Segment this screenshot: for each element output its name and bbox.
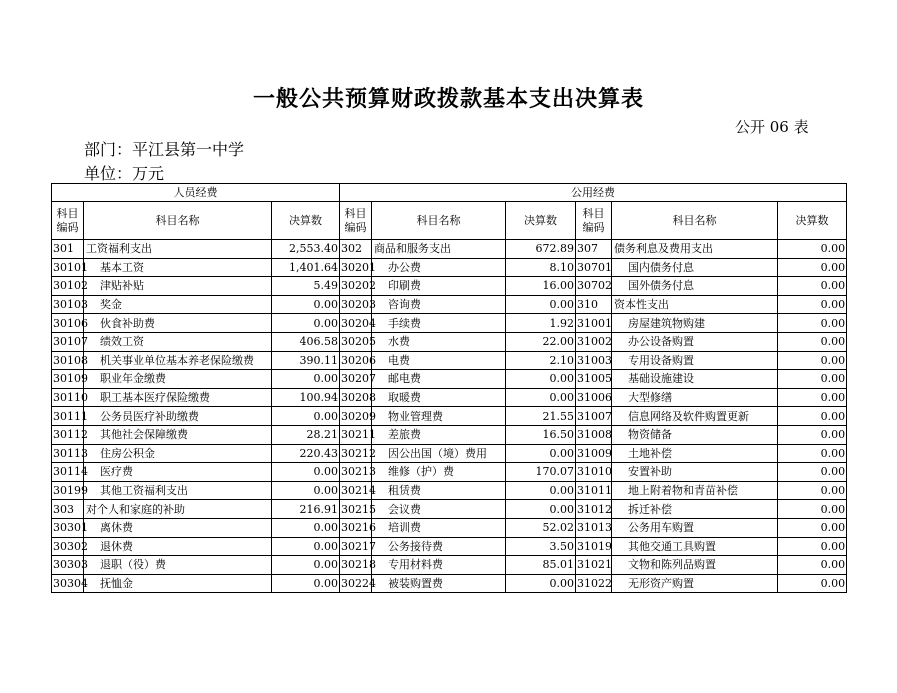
amount-cell: 0.00 xyxy=(272,314,340,333)
amount-cell: 0.00 xyxy=(778,518,847,537)
amount-cell: 1,401.64 xyxy=(272,258,340,277)
table-row xyxy=(52,314,847,333)
code-cell: 31019 xyxy=(576,537,612,556)
amount-cell: 100.94 xyxy=(272,388,340,407)
amount-cell: 0.00 xyxy=(272,295,340,314)
name-cell: 绩效工资 xyxy=(84,332,272,351)
amount-cell: 21.55 xyxy=(506,407,576,426)
code-cell: 30113 xyxy=(52,444,84,463)
name-cell: 安置补助 xyxy=(612,463,778,482)
code-cell: 30701 xyxy=(576,258,612,277)
code-cell: 30213 xyxy=(340,463,372,482)
name-cell: 电费 xyxy=(372,351,506,370)
amount-cell: 0.00 xyxy=(272,481,340,500)
code-cell: 31002 xyxy=(576,332,612,351)
amount-cell: 28.21 xyxy=(272,425,340,444)
name-cell: 邮电费 xyxy=(372,370,506,389)
name-cell: 拆迁补偿 xyxy=(612,500,778,519)
header-amount-1: 决算数 xyxy=(272,202,340,240)
code-cell: 301 xyxy=(52,240,84,259)
code-cell: 30101 xyxy=(52,258,84,277)
code-cell: 31007 xyxy=(576,407,612,426)
code-cell: 30199 xyxy=(52,481,84,500)
name-cell: 奖金 xyxy=(84,295,272,314)
amount-cell: 0.00 xyxy=(778,574,847,593)
amount-cell: 390.11 xyxy=(272,351,340,370)
table-row xyxy=(52,537,847,556)
name-cell: 国内债务付息 xyxy=(612,258,778,277)
name-cell: 机关事业单位基本养老保险缴费 xyxy=(84,351,272,370)
code-cell: 302 xyxy=(340,240,372,259)
table-row xyxy=(52,444,847,463)
code-cell: 31011 xyxy=(576,481,612,500)
column-header-row xyxy=(52,202,847,240)
table-row xyxy=(52,240,847,259)
code-cell: 31001 xyxy=(576,314,612,333)
name-cell: 物资储备 xyxy=(612,425,778,444)
code-cell: 307 xyxy=(576,240,612,259)
name-cell: 土地补偿 xyxy=(612,444,778,463)
amount-cell: 8.10 xyxy=(506,258,576,277)
amount-cell: 0.00 xyxy=(506,481,576,500)
code-cell: 31005 xyxy=(576,370,612,389)
name-cell: 公务用车购置 xyxy=(612,518,778,537)
amount-cell: 0.00 xyxy=(778,556,847,575)
table-row xyxy=(52,388,847,407)
code-cell: 30218 xyxy=(340,556,372,575)
name-cell: 其他社会保障缴费 xyxy=(84,425,272,444)
name-cell: 会议费 xyxy=(372,500,506,519)
amount-cell: 0.00 xyxy=(778,481,847,500)
amount-cell: 0.00 xyxy=(778,370,847,389)
name-cell: 取暖费 xyxy=(372,388,506,407)
amount-cell: 2.10 xyxy=(506,351,576,370)
amount-cell: 0.00 xyxy=(778,295,847,314)
code-cell: 30112 xyxy=(52,425,84,444)
name-cell: 办公设备购置 xyxy=(612,332,778,351)
name-cell: 国外债务付息 xyxy=(612,277,778,296)
amount-cell: 5.49 xyxy=(272,277,340,296)
amount-cell: 0.00 xyxy=(778,407,847,426)
table-row xyxy=(52,481,847,500)
amount-cell: 52.02 xyxy=(506,518,576,537)
amount-cell: 1.92 xyxy=(506,314,576,333)
header-code-2: 科目编码 xyxy=(340,202,372,240)
code-cell: 30202 xyxy=(340,277,372,296)
table-row xyxy=(52,258,847,277)
header-name-1: 科目名称 xyxy=(84,202,272,240)
amount-cell: 0.00 xyxy=(506,295,576,314)
amount-cell: 0.00 xyxy=(778,537,847,556)
header-name-2: 科目名称 xyxy=(372,202,506,240)
name-cell: 公务员医疗补助缴费 xyxy=(84,407,272,426)
code-cell: 30224 xyxy=(340,574,372,593)
amount-cell: 406.58 xyxy=(272,332,340,351)
amount-cell: 0.00 xyxy=(778,351,847,370)
code-cell: 30301 xyxy=(52,518,84,537)
department-label: 部门：平江县第一中学 xyxy=(84,140,245,159)
name-cell: 退休费 xyxy=(84,537,272,556)
code-cell: 30103 xyxy=(52,295,84,314)
name-cell: 职工基本医疗保险缴费 xyxy=(84,388,272,407)
table-row xyxy=(52,351,847,370)
amount-cell: 0.00 xyxy=(778,240,847,259)
name-cell: 咨询费 xyxy=(372,295,506,314)
name-cell: 离休费 xyxy=(84,518,272,537)
code-cell: 30215 xyxy=(340,500,372,519)
amount-cell: 0.00 xyxy=(506,574,576,593)
amount-cell: 0.00 xyxy=(272,518,340,537)
name-cell: 手续费 xyxy=(372,314,506,333)
name-cell: 印刷费 xyxy=(372,277,506,296)
name-cell: 津贴补贴 xyxy=(84,277,272,296)
amount-cell: 0.00 xyxy=(272,370,340,389)
amount-cell: 16.00 xyxy=(506,277,576,296)
amount-cell: 0.00 xyxy=(272,556,340,575)
name-cell: 资本性支出 xyxy=(612,295,778,314)
header-amount-3: 决算数 xyxy=(778,202,847,240)
code-cell: 30108 xyxy=(52,351,84,370)
amount-cell: 672.89 xyxy=(506,240,576,259)
code-cell: 30214 xyxy=(340,481,372,500)
name-cell: 其他交通工具购置 xyxy=(612,537,778,556)
name-cell: 物业管理费 xyxy=(372,407,506,426)
amount-cell: 0.00 xyxy=(506,500,576,519)
name-cell: 住房公积金 xyxy=(84,444,272,463)
amount-cell: 0.00 xyxy=(778,388,847,407)
table-row xyxy=(52,370,847,389)
code-cell: 30110 xyxy=(52,388,84,407)
table-row xyxy=(52,407,847,426)
table-row xyxy=(52,295,847,314)
name-cell: 维修（护）费 xyxy=(372,463,506,482)
amount-cell: 0.00 xyxy=(778,425,847,444)
code-cell: 30209 xyxy=(340,407,372,426)
amount-cell: 22.00 xyxy=(506,332,576,351)
name-cell: 债务利息及费用支出 xyxy=(612,240,778,259)
name-cell: 被装购置费 xyxy=(372,574,506,593)
section-header-row xyxy=(52,184,847,202)
name-cell: 抚恤金 xyxy=(84,574,272,593)
name-cell: 伙食补助费 xyxy=(84,314,272,333)
name-cell: 基本工资 xyxy=(84,258,272,277)
code-cell: 30109 xyxy=(52,370,84,389)
amount-cell: 0.00 xyxy=(778,258,847,277)
code-cell: 30212 xyxy=(340,444,372,463)
table-row xyxy=(52,556,847,575)
code-cell: 30217 xyxy=(340,537,372,556)
code-cell: 310 xyxy=(576,295,612,314)
unit-label: 单位：万元 xyxy=(84,164,165,183)
code-cell: 30211 xyxy=(340,425,372,444)
name-cell: 大型修缮 xyxy=(612,388,778,407)
header-code-1: 科目编码 xyxy=(52,202,84,240)
name-cell: 职业年金缴费 xyxy=(84,370,272,389)
amount-cell: 0.00 xyxy=(506,444,576,463)
amount-cell: 0.00 xyxy=(506,370,576,389)
name-cell: 租赁费 xyxy=(372,481,506,500)
amount-cell: 0.00 xyxy=(272,574,340,593)
name-cell: 培训费 xyxy=(372,518,506,537)
amount-cell: 0.00 xyxy=(778,444,847,463)
amount-cell: 85.01 xyxy=(506,556,576,575)
section-personnel: 人员经费 xyxy=(52,184,340,202)
header-amount-2: 决算数 xyxy=(506,202,576,240)
name-cell: 差旅费 xyxy=(372,425,506,444)
code-cell: 303 xyxy=(52,500,84,519)
code-cell: 30206 xyxy=(340,351,372,370)
table-row xyxy=(52,518,847,537)
code-cell: 30107 xyxy=(52,332,84,351)
code-cell: 30303 xyxy=(52,556,84,575)
amount-cell: 170.07 xyxy=(506,463,576,482)
code-cell: 30216 xyxy=(340,518,372,537)
code-cell: 31008 xyxy=(576,425,612,444)
code-cell: 30302 xyxy=(52,537,84,556)
code-cell: 30114 xyxy=(52,463,84,482)
table-row xyxy=(52,277,847,296)
code-cell: 31006 xyxy=(576,388,612,407)
code-cell: 30208 xyxy=(340,388,372,407)
code-cell: 31012 xyxy=(576,500,612,519)
table-row xyxy=(52,500,847,519)
code-cell: 31010 xyxy=(576,463,612,482)
name-cell: 其他工资福利支出 xyxy=(84,481,272,500)
code-cell: 31022 xyxy=(576,574,612,593)
amount-cell: 2,553.40 xyxy=(272,240,340,259)
code-cell: 31003 xyxy=(576,351,612,370)
amount-cell: 0.00 xyxy=(272,463,340,482)
name-cell: 文物和陈列品购置 xyxy=(612,556,778,575)
section-public: 公用经费 xyxy=(340,184,847,202)
header-name-3: 科目名称 xyxy=(612,202,778,240)
name-cell: 专用设备购置 xyxy=(612,351,778,370)
amount-cell: 16.50 xyxy=(506,425,576,444)
code-cell: 30304 xyxy=(52,574,84,593)
name-cell: 因公出国（境）费用 xyxy=(372,444,506,463)
code-cell: 30702 xyxy=(576,277,612,296)
name-cell: 水费 xyxy=(372,332,506,351)
name-cell: 工资福利支出 xyxy=(84,240,272,259)
name-cell: 办公费 xyxy=(372,258,506,277)
name-cell: 退职（役）费 xyxy=(84,556,272,575)
code-cell: 30203 xyxy=(340,295,372,314)
header-code-3: 科目编码 xyxy=(576,202,612,240)
amount-cell: 0.00 xyxy=(778,332,847,351)
code-cell: 31021 xyxy=(576,556,612,575)
amount-cell: 0.00 xyxy=(506,388,576,407)
amount-cell: 0.00 xyxy=(778,463,847,482)
expenditure-table xyxy=(51,183,847,593)
code-cell: 30204 xyxy=(340,314,372,333)
code-cell: 30207 xyxy=(340,370,372,389)
name-cell: 商品和服务支出 xyxy=(372,240,506,259)
amount-cell: 220.43 xyxy=(272,444,340,463)
table-row xyxy=(52,332,847,351)
name-cell: 房屋建筑物购建 xyxy=(612,314,778,333)
code-cell: 31009 xyxy=(576,444,612,463)
table-row xyxy=(52,574,847,593)
amount-cell: 0.00 xyxy=(272,537,340,556)
name-cell: 对个人和家庭的补助 xyxy=(84,500,272,519)
code-cell: 30106 xyxy=(52,314,84,333)
name-cell: 无形资产购置 xyxy=(612,574,778,593)
code-cell: 30102 xyxy=(52,277,84,296)
code-cell: 30201 xyxy=(340,258,372,277)
amount-cell: 0.00 xyxy=(272,407,340,426)
name-cell: 公务接待费 xyxy=(372,537,506,556)
name-cell: 医疗费 xyxy=(84,463,272,482)
table-row xyxy=(52,463,847,482)
amount-cell: 0.00 xyxy=(778,500,847,519)
code-cell: 31013 xyxy=(576,518,612,537)
amount-cell: 216.91 xyxy=(272,500,340,519)
amount-cell: 3.50 xyxy=(506,537,576,556)
name-cell: 专用材料费 xyxy=(372,556,506,575)
form-number: 公开 06 表 xyxy=(735,118,809,136)
name-cell: 信息网络及软件购置更新 xyxy=(612,407,778,426)
page-title: 一般公共预算财政拨款基本支出决算表 xyxy=(252,87,644,112)
name-cell: 基础设施建设 xyxy=(612,370,778,389)
table-row xyxy=(52,425,847,444)
code-cell: 30111 xyxy=(52,407,84,426)
amount-cell: 0.00 xyxy=(778,277,847,296)
name-cell: 地上附着物和青苗补偿 xyxy=(612,481,778,500)
amount-cell: 0.00 xyxy=(778,314,847,333)
code-cell: 30205 xyxy=(340,332,372,351)
